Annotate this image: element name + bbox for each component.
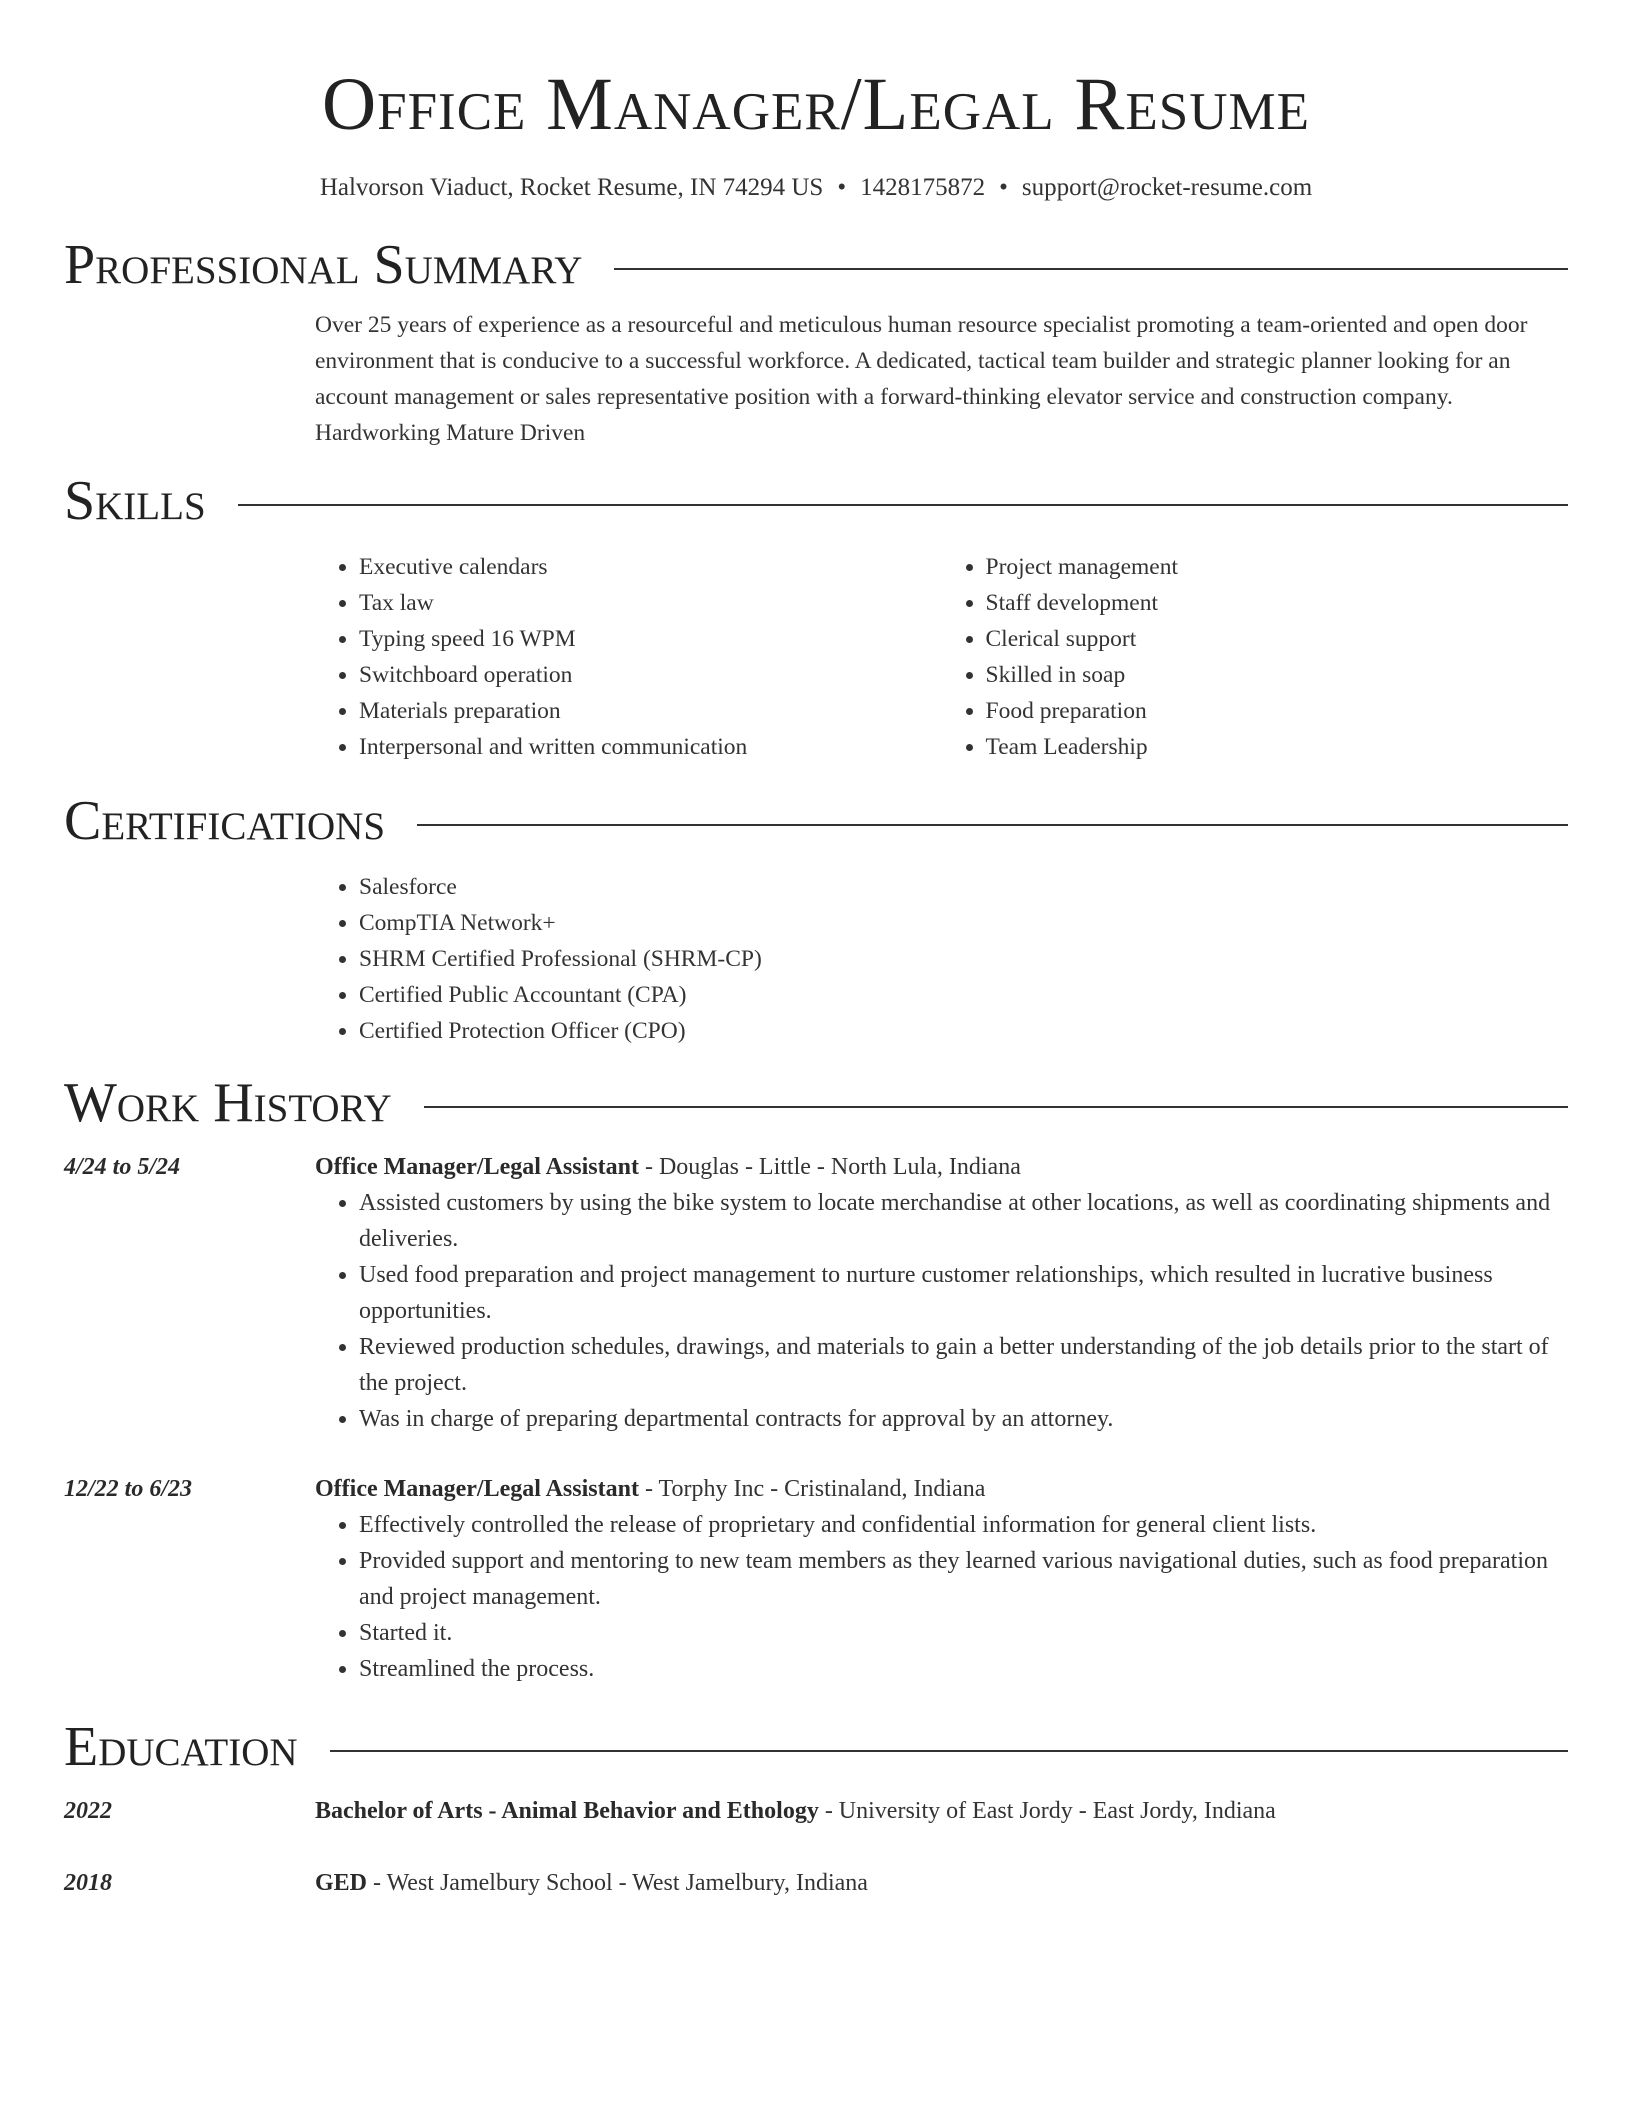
- work-entry-body: [315, 1149, 1568, 1437]
- summary-heading: Professional Summary: [64, 234, 583, 296]
- education-date: 2018: [64, 1870, 112, 1896]
- skill-item: • Materials preparation: [359, 693, 942, 729]
- job-duties: [315, 1507, 1568, 1687]
- summary-text: Over 25 years of experience as a resourceful and meticulous human resource specialist promoting a team-oriented and open door environment that is conducive to a successful workforce. A dedicated, tactical team builder and strategic planner looking for an account management or sales representative position with a forward-thinking elevator service and construction company. Hardworking Mature Driven: [315, 312, 1528, 446]
- work-section-header: [64, 1071, 1568, 1135]
- skills-list: [315, 549, 1568, 765]
- certifications-heading: Certifications: [64, 790, 386, 852]
- skill-item: • Project management: [986, 549, 1569, 585]
- skill-item: • Skilled in soap: [986, 657, 1569, 693]
- certifications-list: [315, 869, 1568, 1049]
- section-divider: [417, 824, 1568, 826]
- section-divider: [330, 1750, 1568, 1752]
- section-divider: [424, 1106, 1568, 1108]
- contact-line: [64, 172, 1568, 204]
- job-title: Office Manager/Legal Assistant: [315, 1476, 639, 1502]
- job-duty-item: • Provided support and mentoring to new team members as they learned various navigational duties, such as food preparation and project management.: [359, 1543, 1568, 1615]
- contact-phone: 1428175872: [860, 174, 986, 201]
- skills-column-left: [315, 549, 942, 765]
- job-duty-item: • Streamlined the process.: [359, 1651, 1568, 1687]
- skill-item: • Executive calendars: [359, 549, 942, 585]
- skill-item: • Team Leadership: [986, 729, 1569, 765]
- job-duty-item: • Reviewed production schedules, drawings, and materials to gain a better understanding of the job details prior to the start of the project.: [359, 1329, 1568, 1401]
- section-divider: [238, 504, 1568, 506]
- school-detail: - University of East Jordy - East Jordy, Indiana: [818, 1798, 1276, 1824]
- job-duty-item: • Was in charge of preparing departmental contracts for approval by an attorney.: [359, 1401, 1568, 1437]
- certification-item: • CompTIA Network+: [359, 905, 1568, 941]
- skill-item: • Interpersonal and written communication: [359, 729, 942, 765]
- job-employer: - Douglas - Little - North Lula, Indiana: [638, 1154, 1021, 1180]
- contact-separator: •: [999, 174, 1008, 201]
- skills-column-right: [942, 549, 1569, 765]
- education-entry-body: [315, 1865, 1568, 1901]
- skill-item: • Tax law: [359, 585, 942, 621]
- education-section-header: [64, 1715, 1568, 1779]
- resume-page: [64, 0, 1568, 1901]
- education-heading: Education: [64, 1716, 298, 1778]
- work-entry-heading: [315, 1471, 1568, 1507]
- skills-section-header: [64, 469, 1568, 533]
- work-entry-date: 12/22 to 6/23: [64, 1476, 193, 1502]
- job-duty-item: • Used food preparation and project management to nurture customer relationships, which resulted in lucrative business opportunities.: [359, 1257, 1568, 1329]
- work-heading: Work History: [64, 1072, 392, 1134]
- work-entry-date: 4/24 to 5/24: [64, 1154, 181, 1180]
- job-duties: [315, 1185, 1568, 1437]
- education-date: 2022: [64, 1798, 112, 1824]
- resume-name: Office Manager/Legal Resume: [321, 63, 1311, 146]
- skills-heading: Skills: [64, 470, 206, 532]
- summary-section-header: [64, 233, 1568, 297]
- work-entry: [64, 1149, 1568, 1437]
- certification-item: • Certified Public Accountant (CPA): [359, 977, 1568, 1013]
- contact-separator: •: [837, 174, 847, 201]
- skill-item: • Staff development: [986, 585, 1569, 621]
- job-title: Office Manager/Legal Assistant: [315, 1154, 639, 1180]
- job-duty-item: • Effectively controlled the release of proprietary and confidential information for general client lists.: [359, 1507, 1568, 1543]
- work-entry-body: [315, 1471, 1568, 1687]
- job-duty-item: • Assisted customers by using the bike system to locate merchandise at other locations, as well as coordinating shipments and deliveries.: [359, 1185, 1568, 1257]
- certification-item: • Certified Protection Officer (CPO): [359, 1013, 1568, 1049]
- certification-item: • SHRM Certified Professional (SHRM-CP): [359, 941, 1568, 977]
- skill-item: • Switchboard operation: [359, 657, 942, 693]
- job-employer: - Torphy Inc - Cristinaland, Indiana: [638, 1476, 986, 1502]
- education-entry-body: [315, 1793, 1568, 1829]
- contact-address: Halvorson Viaduct, Rocket Resume, IN 74294 US: [319, 174, 824, 201]
- work-entry: [64, 1471, 1568, 1687]
- job-duty-item: • Started it.: [359, 1615, 1568, 1651]
- education-entry: [64, 1865, 1568, 1901]
- certifications-section-header: [64, 789, 1568, 853]
- section-divider: [614, 268, 1568, 270]
- degree-title: Bachelor of Arts - Animal Behavior and Ethology: [315, 1798, 819, 1824]
- education-entry: [64, 1793, 1568, 1829]
- degree-title: GED: [315, 1870, 368, 1896]
- skill-item: • Food preparation: [986, 693, 1569, 729]
- school-detail: - West Jamelbury School - West Jamelbury, Indiana: [367, 1870, 868, 1896]
- contact-email[interactable]: support@rocket-resume.com: [1021, 174, 1313, 201]
- skill-item: • Typing speed 16 WPM: [359, 621, 942, 657]
- certification-item: • Salesforce: [359, 869, 1568, 905]
- work-entry-heading: [315, 1149, 1568, 1185]
- skill-item: • Clerical support: [986, 621, 1569, 657]
